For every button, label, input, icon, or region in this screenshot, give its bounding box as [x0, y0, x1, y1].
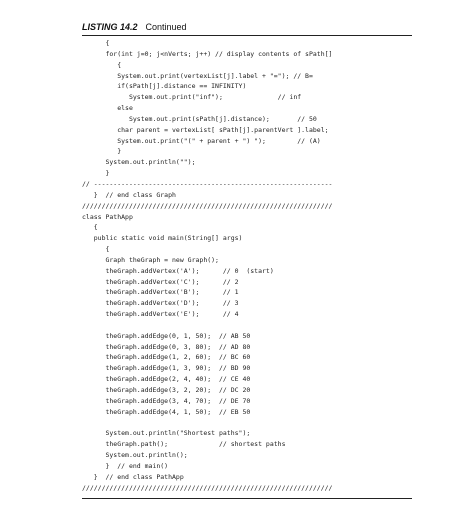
code-line: theGraph.addEdge(4, 1, 50); // EB 50 [82, 407, 251, 416]
code-line: } // end main() [82, 461, 169, 470]
code-line [82, 418, 332, 429]
listing-header [82, 22, 187, 32]
code-line: char parent = vertexList[ sPath[j].parentVert ].label; [82, 125, 329, 134]
code-line: if(sPath[j].distance == INFINITY) [82, 82, 247, 91]
code-line: } [82, 147, 122, 156]
code-line: Graph theGraph = new Graph(); [82, 255, 219, 264]
code-line: theGraph.addEdge(1, 2, 60); // BC 60 [82, 353, 251, 362]
code-line: System.out.print(sPath[j].distance); // 50 [82, 114, 317, 123]
code-line: public static void main(String[] args) [82, 234, 243, 243]
bottom-rule [82, 498, 412, 499]
code-line: // ------------------------------------------------------------- [82, 179, 333, 188]
code-line: } // end class Graph [82, 190, 176, 199]
code-line: theGraph.addVertex('E'); // 4 [82, 310, 239, 319]
code-line [82, 320, 332, 331]
code-line: System.out.print(vertexList[j].label + "="); // B= [82, 71, 313, 80]
code-line: theGraph.addEdge(0, 1, 50); // AB 50 [82, 331, 251, 340]
code-line: { [82, 223, 98, 232]
code-line: theGraph.addVertex('D'); // 3 [82, 299, 239, 308]
code-line: System.out.println(); [82, 451, 188, 460]
code-line: theGraph.path(); // shortest paths [82, 440, 286, 449]
code-line: theGraph.addEdge(1, 3, 90); // BD 90 [82, 364, 251, 373]
code-line: theGraph.addVertex('B'); // 1 [82, 288, 239, 297]
listing-continued: Continued [145, 22, 187, 32]
top-rule [82, 35, 412, 36]
code-line: { [82, 60, 122, 69]
code-line: System.out.print("inf"); // inf [82, 93, 302, 102]
code-line: class PathApp [82, 212, 133, 221]
code-line: } [82, 169, 110, 178]
code-line: //////////////////////////////////////////////////////////////// [82, 483, 333, 492]
code-line: System.out.println(""); [82, 158, 196, 167]
code-line: theGraph.addEdge(0, 3, 80); // AD 80 [82, 342, 251, 351]
code-line: System.out.println("Shortest paths"); [82, 429, 251, 438]
code-line: } // end class PathApp [82, 472, 184, 481]
code-line: { [82, 245, 110, 254]
code-line: theGraph.addVertex('C'); // 2 [82, 277, 239, 286]
code-line: theGraph.addEdge(2, 4, 40); // CE 40 [82, 375, 251, 384]
code-line: System.out.print("(" + parent + ") "); // (A) [82, 136, 321, 145]
code-line: for(int j=0; j<nVerts; j++) // display contents of sPath[] [82, 49, 333, 58]
code-line: { [82, 39, 110, 47]
code-line: theGraph.addVertex('A'); // 0 (start) [82, 266, 274, 275]
code-line: theGraph.addEdge(3, 4, 70); // DE 70 [82, 396, 251, 405]
code-listing [82, 38, 332, 493]
code-line: //////////////////////////////////////////////////////////////// [82, 201, 333, 210]
code-line: else [82, 104, 133, 113]
listing-label: LISTING 14.2 [82, 22, 138, 32]
code-line: theGraph.addEdge(3, 2, 20); // DC 20 [82, 386, 251, 394]
